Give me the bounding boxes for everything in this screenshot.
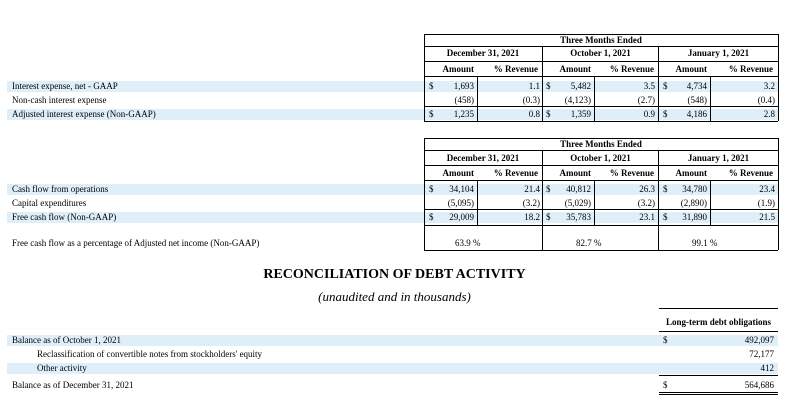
amount-value: 31,890 [682,212,707,222]
pct-value: 21.5 [759,212,775,222]
debt-col-header: Long-term debt obligations [665,317,771,327]
amount-value: (4,123) [564,95,591,105]
dollar-sign: $ [429,109,434,119]
amount-value: 5,482 [570,81,591,91]
col-amount: Amount [442,64,474,74]
row-label: Capital expenditures [12,198,87,208]
dollar-sign: $ [429,81,434,91]
dollar-sign: $ [546,81,551,91]
pct-value: (3.2) [637,198,655,208]
inner-divider [594,76,595,121]
period-underline [543,165,658,166]
period-header: January 1, 2021 [687,48,750,58]
amount-value: (5,029) [564,198,591,208]
amount-value: 34,104 [449,184,474,194]
debt-row-label: Reclassification of convertible notes from stockholders' equity [37,349,263,359]
col-amount: Amount [675,64,707,74]
col-pct: % Revenue [493,64,538,74]
period-underline [543,61,658,62]
subtotal-rule [424,209,778,210]
fcf-pct-value: 63.9 % [455,238,481,248]
amount-value: 34,780 [682,184,707,194]
dollar-sign: $ [546,212,551,222]
debt-header-bottom-rule [659,331,778,332]
inner-divider [710,180,711,225]
col-pct: % Revenue [728,64,773,74]
dollar-sign: $ [663,109,668,119]
frame-divider [658,151,659,250]
amount-value: (548) [687,95,707,105]
amount-value: (2,890) [680,198,707,208]
period-header: October 1, 2021 [570,153,631,163]
debt-total-rule [659,392,778,393]
subtotal-rule [424,106,778,107]
dollar-sign: $ [546,184,551,194]
debt-total-double-rule [659,394,778,395]
super-header: Three Months Ended [560,139,642,149]
pct-value: (3.2) [522,198,540,208]
pct-value: 2.8 [763,109,775,119]
period-header: January 1, 2021 [687,153,750,163]
dollar-sign: $ [546,109,551,119]
period-underline [424,165,542,166]
amount-value: 40,812 [566,184,591,194]
frame-right [778,34,779,121]
pct-value: 26.3 [639,184,655,194]
pct-value: 23.1 [639,212,655,222]
inner-divider [477,180,478,225]
period-underline [659,61,778,62]
row-label: Free cash flow (Non-GAAP) [12,212,117,222]
frame-right [778,138,779,250]
amount-value: 1,359 [570,109,591,119]
row-label: Cash flow from operations [12,184,109,194]
fcf-pct-value: 82.7 % [576,238,602,248]
dollar-sign: $ [663,184,668,194]
pct-value: 23.4 [759,184,775,194]
frame-left [424,34,425,121]
pct-value: 21.4 [524,184,540,194]
period-header: December 31, 2021 [446,153,520,163]
debt-row-label: Balance as of October 1, 2021 [12,335,121,345]
fcf-pct-label: Free cash flow as a percentage of Adjusted net income (Non-GAAP) [12,238,260,248]
row-band [7,363,778,374]
amount-value: 29,009 [449,212,474,222]
col-pct: % Revenue [728,168,773,178]
amount-value: 1,235 [453,109,474,119]
dollar-sign: $ [663,212,668,222]
fcf-pct-value: 99.1 % [692,238,718,248]
header-rule [424,46,778,47]
table-bottom-rule [424,250,778,251]
col-amount: Amount [559,64,591,74]
col-pct: % Revenue [609,168,654,178]
period-header: December 31, 2021 [446,48,520,58]
frame-divider [542,47,543,121]
pct-value: (2.7) [637,95,655,105]
inner-divider [594,180,595,225]
dollar-sign: $ [429,184,434,194]
pct-value: 1.1 [528,81,540,91]
header-rule [424,150,778,151]
amount-value: (5,095) [447,198,474,208]
col-amount: Amount [559,168,591,178]
fcf-bottom-rule [424,225,778,226]
col-amount: Amount [675,168,707,178]
pct-value: (1.9) [757,198,775,208]
debt-section-subtitle: (unaudited and in thousands) [318,289,471,304]
amount-value: 4,186 [686,109,707,119]
col-amount: Amount [442,168,474,178]
pct-value: 3.5 [643,81,655,91]
frame-divider [542,151,543,250]
pct-value: 0.9 [643,109,655,119]
debt-header-top-rule [659,308,778,309]
period-header: October 1, 2021 [570,48,631,58]
debt-value: 492,097 [744,335,774,345]
debt-value: 564,686 [744,380,774,390]
debt-row-label: Balance as of December 31, 2021 [12,380,134,390]
amount-value: 4,734 [686,81,707,91]
frame-left [424,138,425,250]
inner-divider [710,76,711,121]
dollar-sign: $ [663,335,668,345]
dollar-sign: $ [429,212,434,222]
pct-value: (0.3) [522,95,540,105]
period-underline [659,165,778,166]
amount-value: 35,783 [566,212,591,222]
row-label: Non-cash interest expense [12,95,107,105]
debt-section-title: RECONCILIATION OF DEBT ACTIVITY [263,267,526,282]
amount-value: (458) [454,95,474,105]
debt-value: 72,177 [749,349,774,359]
row-label: Interest expense, net - GAAP [12,81,118,91]
col-pct: % Revenue [609,64,654,74]
frame-divider [658,47,659,121]
col-pct: % Revenue [493,168,538,178]
debt-subtotal-rule [659,375,778,376]
amount-value: 1,693 [453,81,474,91]
table-bottom-rule [424,121,778,122]
pct-value: 0.8 [528,109,540,119]
debt-row-label: Other activity [37,363,87,373]
inner-divider [477,76,478,121]
dollar-sign: $ [663,81,668,91]
debt-value: 412 [760,363,774,373]
pct-value: (0.4) [757,95,775,105]
super-header: Three Months Ended [560,35,642,45]
dollar-sign: $ [663,380,668,390]
pct-value: 3.2 [763,81,775,91]
pct-value: 18.2 [524,212,540,222]
period-underline [424,61,542,62]
row-label: Adjusted interest expense (Non-GAAP) [12,109,156,119]
